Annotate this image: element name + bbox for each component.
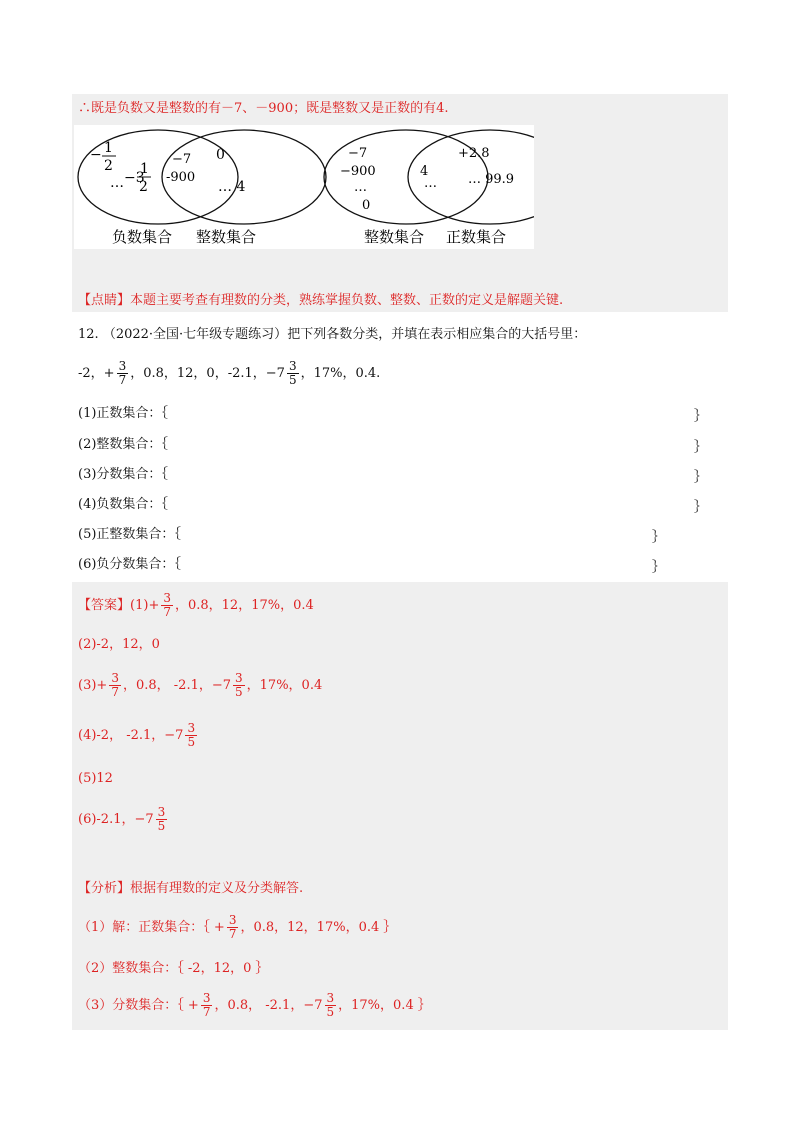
conclusion-line: ∴既是负数又是整数的有－7、－900；既是整数又是正数的有4. [78,101,449,116]
venn1-overlap-a: −7 [172,152,192,167]
answer-line-2: (2)-2，12，0 [78,637,160,652]
analysis-step-3: （3）分数集合：｛ + $\frac{3}{7}$ ，0.8， -2.1，−7 $\frac{3}{5}$ ，17%，0.4 ｝ [78,991,431,1019]
analysis-step-1: （1）解：正数集合：｛ + $\frac{3}{7}$ ，0.8，12，17%，0.4 ｝ [78,913,397,941]
question-source: （2022·全国·七年级专题练习） [102,327,288,342]
venn1-mixed-num: 1 [140,161,149,177]
plus-sign: + [103,366,115,381]
venn2-right-label: 正数集合 [446,228,507,246]
set-line-negative-fraction: (6)负分数集合：｛ [78,557,181,572]
answer-line-5: (5)12 [78,771,113,786]
analysis-line: 【分析】根据有理数的定义及分类解答. [78,881,304,896]
venn2-right-b: … 99.9 [468,172,515,187]
venn2-left-a: −7 [348,146,368,161]
venn1-overlap-b: -900 [166,170,196,185]
set-close-integer: ｝ [694,440,708,455]
set-line-fraction: (3)分数集合：｛ [78,467,168,482]
set-line-negative: (4)负数集合：｛ [78,497,168,512]
venn1-left-label: 负数集合 [112,228,173,246]
analysis-step-2: （2）整数集合：｛ -2，12，0 ｝ [78,961,269,976]
fraction-3-7: $\frac{3}{7}$ [118,359,127,387]
question-number: 12. [78,327,99,342]
set-close-negative: ｝ [694,500,708,515]
numbers-part-b: ，0.8，12，0，-2.1， [130,366,266,381]
venn2-left-b: −900 [340,164,376,179]
set-close-fraction: ｝ [694,470,708,485]
mixed-whole: −7 [265,366,285,381]
venn1-left-dots: … [110,175,124,191]
venn1-frac-sign: − [90,147,102,163]
set-line-integer: (2)整数集合：｛ [78,437,168,452]
answer-line-6: (6)-2.1，−7 $\frac{3}{5}$ [78,805,166,833]
numbers-part-a: -2， [78,366,104,381]
question-prompt: 把下列各数分类，并填在表示相应集合的大括号里： [287,327,587,342]
dianjing-line [78,292,563,310]
numbers-part-c: ，17%，0.4. [300,366,381,381]
venn1-right-b: … 4 [218,179,246,195]
set-close-positive: ｝ [694,409,708,424]
question-header [78,326,586,344]
venn1-mixed-den: 2 [139,179,148,195]
set-close-negative-fraction: ｝ [652,560,666,575]
fraction-3-5: $\frac{3}{5}$ [288,359,297,387]
answer-line-1: 【答案】(1)+ $\frac{3}{7}$ ，0.8，12，17%，0.4 [78,591,314,619]
dianjing-tag: 【点睛】 [78,293,131,308]
answer-line-3: (3)+ $\frac{3}{7}$ ，0.8， -2.1，−7 $\frac{3}{5}$ ，17%，0.4 [78,671,323,699]
set-line-positive-integer: (5)正整数集合：｛ [78,527,181,542]
venn1-frac-num: 1 [104,140,113,156]
set-close-positive-integer: ｝ [652,530,666,545]
venn1-frac-den: 2 [104,158,113,174]
venn2-overlap-b: … [424,176,437,191]
dianjing-text: 本题主要考查有理数的分类，熟练掌握负数、整数、正数的定义是解题关键. [130,293,564,308]
venn2-left-label: 整数集合 [364,228,425,246]
venn1-right-a: 0 [216,147,225,163]
venn2-left-c: 0 [362,198,371,213]
venn1-right-label: 整数集合 [196,228,257,246]
set-line-positive: (1)正数集合：｛ [78,406,168,421]
venn2-left-dots: … [354,180,367,195]
venn2-right-a: +2.8 [458,146,490,161]
answer-line-4: (4)-2， -2.1，−7 $\frac{3}{5}$ [78,721,196,749]
venn-diagram-negative-integer [74,125,534,249]
venn2-overlap-a: 4 [420,164,429,179]
question-numbers [78,360,380,387]
venn1-mixed-whole: −3 [124,170,145,186]
